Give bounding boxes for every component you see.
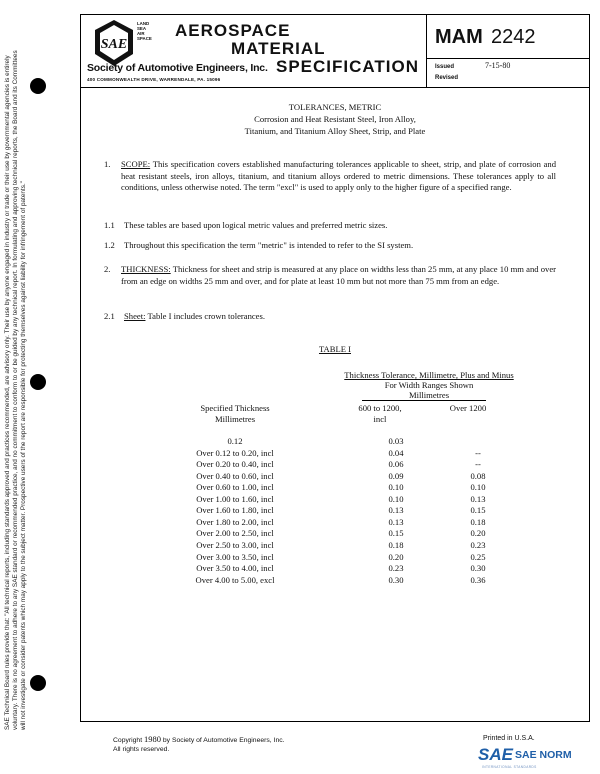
footer-copyright <box>113 735 285 754</box>
table-row <box>160 563 510 574</box>
header-title-block <box>81 15 427 87</box>
cell-tol-600-1200: 0.10 <box>388 493 404 504</box>
table-row <box>160 494 510 505</box>
cell-thickness: Over 0.12 to 0.20, incl <box>196 447 274 458</box>
cell-tol-over-1200: 0.25 <box>470 551 486 562</box>
table-row <box>160 540 510 551</box>
section-number: 1.2 <box>104 240 115 250</box>
society-address: 400 COMMONWEALTH DRIVE, WARRENDALE, PA. 15096 <box>87 77 221 82</box>
issued-label: Issued <box>435 64 455 70</box>
sae-disclaimer: SAE Technical Board rules provide that: "All technical reports, including standards approved and practices recommended, are advisory only. Their use by anyone engaged in industry or trade or their use by governmental agencies is entirely voluntary. There is no agreement to adhere to any SAE standard or recommended practice, and no commitment to conform to or be guided by any technical report. In formulating and approving technical reports, the Board and its Committees will not investigate or consider patents which may apply to the subject matter. Prospective users of the report are responsible for protecting themselves against liability for infringement of patents." <box>4 50 27 730</box>
col-header-a-2: incl <box>373 414 387 424</box>
cell-tol-600-1200: 0.30 <box>388 574 404 585</box>
table-group-header: Thickness Tolerance, Millimetre, Plus and Minus <box>344 370 514 380</box>
table-row <box>160 459 510 470</box>
cell-tol-over-1200: -- <box>475 447 481 458</box>
cell-tol-600-1200: 0.13 <box>388 505 404 516</box>
table-row <box>160 517 510 528</box>
watermark-norm: SAE NORM <box>515 749 572 761</box>
mam-box <box>427 15 589 59</box>
section-heading: SCOPE: <box>121 159 151 169</box>
cell-thickness: Over 0.40 to 0.60, incl <box>196 470 274 481</box>
cell-tol-600-1200: 0.10 <box>388 482 404 493</box>
cell-thickness: Over 3.00 to 3.50, incl <box>196 551 274 562</box>
col-header-spec-1: Specified Thickness <box>200 403 270 413</box>
cell-tol-600-1200: 0.03 <box>388 436 404 446</box>
table-row <box>160 575 510 586</box>
cell-tol-600-1200: 0.09 <box>388 470 404 481</box>
table-sub-header-1: For Width Ranges Shown <box>384 380 474 390</box>
doc-subtitle-2: Titanium, and Titanium Alloy Sheet, Strip, and Plate <box>244 126 426 136</box>
revised-label: Revised <box>435 75 459 81</box>
title-specification: SPECIFICATION <box>276 57 420 76</box>
table-row <box>160 448 510 459</box>
cell-tol-over-1200: -- <box>475 459 481 470</box>
mam-label: MAM <box>435 26 483 48</box>
title-aerospace: AEROSPACE <box>175 21 291 40</box>
table-row <box>160 552 510 563</box>
section-text: Throughout this specification the term "metric" is intended to refer to the SI system. <box>124 240 414 250</box>
section-text: Table I includes crown tolerances. <box>145 311 265 321</box>
watermark-small: INTERNATIONAL STANDARDS <box>482 765 537 769</box>
society-name: Society of Automotive Engineers, Inc. <box>87 62 268 74</box>
cell-tol-600-1200: 0.15 <box>388 528 404 539</box>
cell-tol-over-1200: 0.30 <box>470 563 486 574</box>
cell-tol-over-1200: 0.08 <box>470 470 486 481</box>
section-1-scope <box>104 159 556 194</box>
cell-tol-600-1200: 0.18 <box>388 539 404 550</box>
cell-thickness: Over 0.60 to 1.00, incl <box>196 482 274 493</box>
cell-tol-600-1200: 0.20 <box>388 551 404 562</box>
cell-tol-600-1200: 0.23 <box>388 563 404 574</box>
rights-reserved: All rights reserved. <box>113 746 170 753</box>
table-row <box>160 436 510 447</box>
table-row <box>160 471 510 482</box>
mam-number: 2242 <box>491 26 536 48</box>
section-1-1 <box>104 220 556 232</box>
cell-thickness: Over 0.20 to 0.40, incl <box>196 459 274 470</box>
col-header-a-1: 600 to 1200, <box>358 403 402 413</box>
cell-thickness: Over 2.00 to 2.50, incl <box>196 528 274 539</box>
col-header-b: Over 1200 <box>449 403 487 413</box>
sae-logo-icon <box>91 18 137 68</box>
cell-tol-over-1200: 0.15 <box>470 505 486 516</box>
cell-tol-over-1200: 0.36 <box>470 574 486 585</box>
logo-caption: LAND SEA AIR SPACE <box>137 21 152 41</box>
cell-tol-600-1200: 0.13 <box>388 516 404 527</box>
section-text: This specification covers established manufacturing tolerances applicable to sheet, strip, and plate of corrosion and heat resistant steels, iron alloys, titanium, and titanium alloys ordered to metric dimensions. These tolerances apply to all conditions, unless otherwise noted. The term "excl" is used to apply only to the higher figure of a specified range. <box>121 159 556 193</box>
document-title <box>80 101 590 137</box>
table-row <box>160 482 510 493</box>
cell-thickness: Over 4.00 to 5.00, excl <box>195 574 275 585</box>
watermark-sae: SAE <box>478 745 513 764</box>
table-row <box>160 528 510 539</box>
doc-subtitle-1: Corrosion and Heat Resistant Steel, Iron Alloy, <box>254 114 416 124</box>
cell-tol-over-1200: 0.18 <box>470 516 486 527</box>
cell-thickness: Over 1.80 to 2.00, incl <box>196 516 274 527</box>
section-number: 1. <box>104 159 111 169</box>
col-header-spec-2: Millimetres <box>214 414 256 424</box>
cell-thickness: Over 3.50 to 4.00, incl <box>196 563 274 574</box>
svg-text:SAE: SAE <box>100 37 128 52</box>
cell-tol-600-1200: 0.04 <box>388 447 404 458</box>
document-header <box>80 14 590 88</box>
doc-title: TOLERANCES, METRIC <box>288 102 382 112</box>
section-number: 1.1 <box>104 220 115 230</box>
section-2-thickness <box>104 264 556 287</box>
table-sub-header-2: Millimetres <box>408 390 450 400</box>
section-number: 2. <box>104 264 111 274</box>
cell-tol-over-1200: 0.13 <box>470 493 486 504</box>
copyright-year: 1980 <box>143 734 161 744</box>
section-heading: Sheet: <box>124 311 146 321</box>
issued-date: 7-15-80 <box>485 61 511 70</box>
cell-thickness: 0.12 <box>227 436 243 446</box>
section-2-1 <box>104 311 556 323</box>
header-number-block <box>427 15 589 87</box>
section-text: These tables are based upon logical metric values and preferred metric sizes. <box>124 220 388 230</box>
title-material: MATERIAL <box>231 39 326 58</box>
copyright-label: Copyright <box>113 737 143 744</box>
section-text: Thickness for sheet and strip is measured at any place on widths less than 25 mm, at any place 10 mm and over from an edge on widths 25 mm and over, and for plate at least 10 mm but not more than 75 mm from an edge. <box>121 264 556 286</box>
printed-in: Printed in U.S.A. <box>483 735 535 742</box>
table-title: TABLE I <box>318 344 351 354</box>
table-row <box>160 505 510 516</box>
cell-tol-600-1200: 0.06 <box>388 459 404 470</box>
cell-tol-over-1200: 0.10 <box>470 482 486 493</box>
cell-tol-over-1200: 0.23 <box>470 539 486 550</box>
section-1-2 <box>104 240 556 252</box>
copyright-holder: by Society of Automotive Engineers, Inc. <box>162 737 285 744</box>
cell-thickness: Over 2.50 to 3.00, incl <box>196 539 274 550</box>
section-heading: THICKNESS: <box>121 264 171 274</box>
section-number: 2.1 <box>104 311 115 321</box>
cell-thickness: Over 1.00 to 1.60, incl <box>196 493 274 504</box>
cell-thickness: Over 1.60 to 1.80, incl <box>196 505 274 516</box>
table-header-rule <box>362 400 486 401</box>
cell-tol-over-1200: 0.20 <box>470 528 486 539</box>
